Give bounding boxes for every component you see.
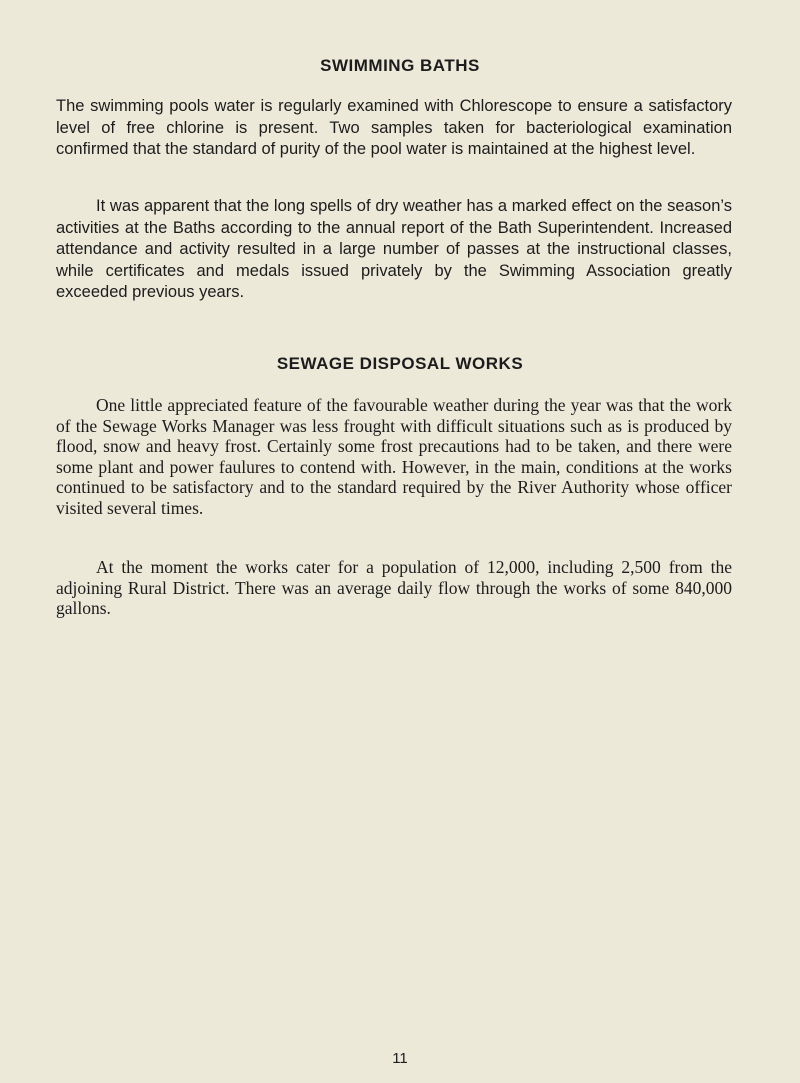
section-heading-sewage-disposal-works: SEWAGE DISPOSAL WORKS bbox=[276, 354, 524, 373]
page-number: 11 bbox=[392, 1050, 408, 1067]
paragraph-sewage-2: At the moment the works cater for a population of 12,000, including 2,500 from the adjoining Rural District. There was an average daily flow through the works of some 840,000 gallons. bbox=[56, 557, 732, 618]
paragraph-swimming-2: It was apparent that the long spells of dry weather has a marked effect on the season’s activities at the Baths according to the annual report of the Bath Superintendent. Increased attendance and activity resulted in a large number of passes at the instructional classes, while certificates and medals issued privately by the Swimming Association greatly exceeded previous years. bbox=[56, 197, 732, 301]
section-heading-swimming-baths: SWIMMING BATHS bbox=[320, 56, 480, 75]
paragraph-sewage-1: One little appreciated feature of the favourable weather during the year was that the work of the Sewage Works Manager was less frought with difficult situations such as is produced by flood, snow and heavy frost. Certainly some frost precautions had to be taken, and there were some plant and power faulures to contend with. However, in the main, conditions at the works continued to be satisfactory and to the standard required by the River Authority whose officer visited several times. bbox=[56, 395, 732, 518]
paragraph-swimming-1: The swimming pools water is regularly examined with Chlorescope to ensure a satisfactory level of free chlorine is present. Two samples taken for bacteriological examination confirmed that the standard of purity of the pool water is maintained at the highest level. bbox=[56, 97, 732, 158]
